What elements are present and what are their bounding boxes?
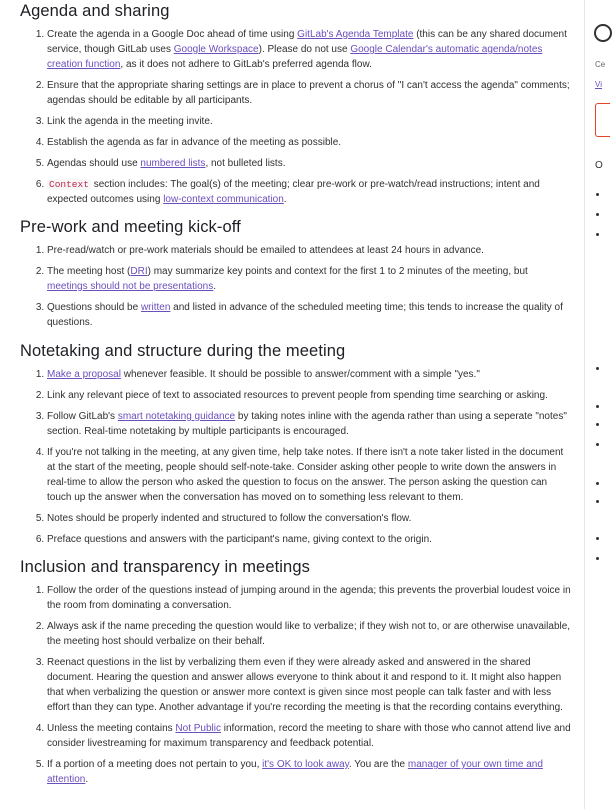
numbered-list	[0, 583, 577, 787]
inline-link[interactable]: meetings should not be presentations	[47, 281, 214, 292]
handbook-section	[0, 216, 577, 336]
section-heading: Agenda and sharing	[20, 2, 170, 20]
right-sidebar	[584, 0, 606, 809]
sidebar-button[interactable]	[595, 103, 610, 137]
inline-link[interactable]: it's OK to look away	[262, 759, 349, 770]
list-item: 3. Reenact questions in the list by verbalizing them even if they were already asked and answered in the shared document. Hearing the question and answer allows everyone to think about it and respond to it. It might also happen that when verbalizing the question or answer more context is given since most people can talk faster and with less effort than they can type. Another advantage if you're recording the meeting is that the recording contains everything.	[47, 655, 577, 715]
list-item: 2. The meeting host (DRI) may summarize key points and context for the first 1 to 2 minutes of the meeting, but meetings should not be presentations.	[47, 264, 577, 294]
toc-bullet-icon	[596, 193, 599, 196]
list-item: 6. Context section includes: The goal(s) of the meeting; clear pre-work or pre-watch/read instructions; intent and expected outcomes using low-context communication.	[47, 177, 577, 207]
list-item: 2. Link any relevant piece of text to associated resources to prevent people from spending time searching or asking.	[47, 388, 577, 403]
inline-link[interactable]: DRI	[130, 266, 148, 277]
inline-link[interactable]: low-context communication	[163, 194, 284, 205]
inline-link[interactable]: smart notetaking guidance	[117, 411, 236, 422]
sidebar-label: Ce	[595, 60, 606, 69]
inline-link[interactable]: Google Calendar's automatic agenda/notes creation function	[47, 44, 543, 70]
inline-link[interactable]: manager of your own time and attention	[47, 759, 543, 785]
toc-bullet-icon	[596, 443, 599, 446]
toc-bullet-icon	[596, 537, 599, 540]
inline-code: Context	[49, 179, 89, 190]
list-item: 4. Unless the meeting contains Not Public information, record the meeting to share with those who cannot attend live and consider livestreaming for maximum transparency and feedback potential.	[47, 721, 577, 751]
list-item: 4. If you're not talking in the meeting, at any given time, help take notes. If there isn't a note taker listed in the document at the start of the meeting, people should self-note-take. Consider asking other people to write down the answers in real-time to allow the person who asked the question to focus on the answer. The person asking the question can touch up the answer when the conversation has moved on to something less relevant to them.	[47, 445, 577, 505]
list-item: 2. Always ask if the name preceding the question would like to verbalize; if they wish not to, or are otherwise unavailable, the meeting host should verbalize on their behalf.	[47, 619, 577, 649]
avatar-icon[interactable]	[594, 24, 612, 42]
list-item: 3. Follow GitLab's smart notetaking guidance by taking notes inline with the agenda rather than using a seperate "notes" section. Real-time notetaking by multiple participants is encouraged.	[47, 409, 577, 439]
sidebar-heading: O	[595, 160, 603, 171]
toc-bullet-icon	[596, 423, 599, 426]
inline-link[interactable]: Google Workspace	[173, 44, 259, 55]
numbered-list	[0, 367, 577, 547]
inline-link[interactable]: Make a proposal	[47, 369, 121, 380]
toc-bullet-icon	[596, 233, 599, 236]
numbered-list	[0, 27, 577, 207]
handbook-section	[0, 340, 577, 553]
list-item: 1. Follow the order of the questions instead of jumping around in the agenda; this prevents the proverbial loudest voice in the room from dominating a conversation.	[47, 583, 577, 613]
toc-bullet-icon	[596, 405, 599, 408]
numbered-list	[0, 243, 577, 330]
toc-bullet-icon	[596, 367, 599, 370]
list-item: 3. Questions should be written and listed in advance of the scheduled meeting time; this tends to increase the quality of questions.	[47, 300, 577, 330]
list-item: 6. Preface questions and answers with the participant's name, giving context to the origin.	[47, 532, 577, 547]
list-item: 2. Ensure that the appropriate sharing settings are in place to prevent a chorus of "I can't access the agenda" comments; agendas should be editable by all participants.	[47, 78, 577, 108]
list-item: 5. If a portion of a meeting does not pertain to you, it's OK to look away. You are the manager of your own time and attention.	[47, 757, 577, 787]
list-item: 1. Pre-read/watch or pre-work materials should be emailed to attendees at least 24 hours in advance.	[47, 243, 577, 258]
toc-bullet-icon	[596, 557, 599, 560]
inline-link[interactable]: written	[140, 302, 171, 313]
list-item: 1. Create the agenda in a Google Doc ahead of time using GitLab's Agenda Template (this can be any shared document service, though GitLab uses Google Workspace). Please do not use Google Calendar's automatic agenda/notes creation function, as it does not adhere to GitLab's preferred agenda flow.	[47, 27, 577, 72]
list-item: 5. Agendas should use numbered lists, not bulleted lists.	[47, 156, 577, 171]
section-heading: Pre-work and meeting kick-off	[20, 218, 241, 236]
list-item: 5. Notes should be properly indented and structured to follow the conversation's flow.	[47, 511, 577, 526]
list-item: 4. Establish the agenda as far in advance of the meeting as possible.	[47, 135, 577, 150]
list-item: 3. Link the agenda in the meeting invite.	[47, 114, 577, 129]
toc-bullet-icon	[596, 213, 599, 216]
inline-link[interactable]: Not Public	[175, 723, 221, 734]
handbook-section	[0, 0, 577, 213]
inline-link[interactable]: GitLab's Agenda Template	[297, 29, 414, 40]
toc-bullet-icon	[596, 500, 599, 503]
sidebar-link[interactable]: Vi	[595, 80, 602, 89]
toc-bullet-icon	[596, 482, 599, 485]
section-heading: Notetaking and structure during the meeting	[20, 342, 346, 360]
handbook-section	[0, 556, 577, 793]
inline-link[interactable]: numbered lists	[140, 158, 206, 169]
list-item: 1. Make a proposal whenever feasible. It should be possible to answer/comment with a simple "yes."	[47, 367, 577, 382]
section-heading: Inclusion and transparency in meetings	[20, 558, 310, 576]
